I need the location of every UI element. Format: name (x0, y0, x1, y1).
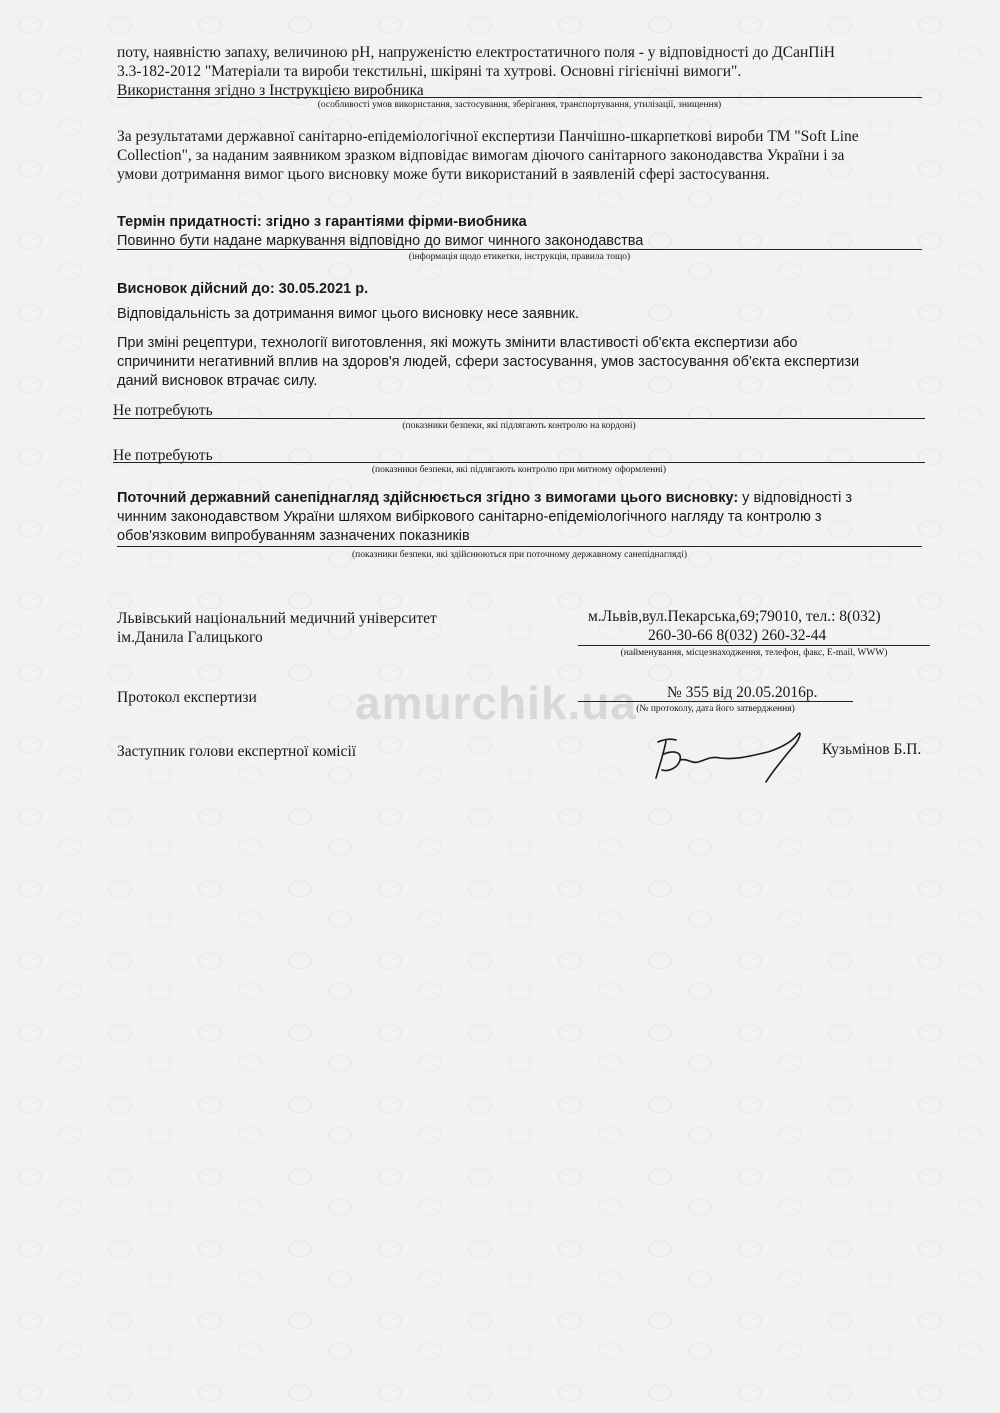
shelf-life-heading: Термін придатності: згідно з гарантіями фірми-виобника (117, 214, 527, 230)
org-address-line-2: 260-30-66 8(032) 260-32-44 (648, 627, 827, 644)
org-name-line-2: ім.Данила Галицького (117, 629, 263, 646)
labeling-caption: (інформація щодо етикетки, інструкція, правила тощо) (408, 252, 631, 262)
labeling-underline (117, 249, 922, 250)
customs-control-underline (113, 462, 925, 463)
protocol-caption: (№ протоколу, дата його затвердження) (636, 704, 795, 714)
change-line-2: спричинити негативний вплив на здоров'я людей, сфери застосування, умов застосування об'єкта експертизи (117, 354, 860, 370)
intro-line-2: 3.3-182-2012 "Матеріали та вироби текстильні, шкіряні та хутрові. Основні гігієнічні вимоги". (117, 63, 742, 80)
supervision-line-3: обов'язковим випробуванням зазначених показників (117, 528, 470, 544)
change-line-3: даний висновок втрачає силу. (117, 373, 318, 389)
signature-image (640, 728, 810, 788)
supervision-line-1 (117, 489, 852, 508)
supervision-underline (117, 546, 922, 547)
border-control-value: Не потребують (113, 402, 213, 419)
org-address-line-1: м.Львів,вул.Пекарська,69;79010, тел.: 8(032) (588, 608, 881, 625)
signatory-name: Кузьмінов Б.П. (822, 741, 922, 758)
border-control-caption: (показники безпеки, які підлягають контролю на кордоні) (402, 421, 636, 431)
supervision-line-2: чинним законодавством України шляхом вибіркового санітарно-епідеміологічного нагляду та контролю з (117, 509, 822, 525)
org-underline (578, 645, 930, 646)
result-line-1: За результатами державної санітарно-епідеміологічної експертизи Панчішно-шкарпеткові вироби ТМ "Soft Line (117, 128, 859, 145)
signatory-title: Заступник голови експертної комісії (117, 743, 357, 760)
intro-line-1: поту, наявністю запаху, величиною рН, напруженістю електростатичного поля - у відповідності до ДСанПіН (117, 44, 836, 61)
supervision-caption: (показники безпеки, які здійснюються при поточному державному санепіднагляді) (351, 550, 687, 560)
usage-underline (117, 97, 922, 98)
usage-caption: (особливості умов використання, застосування, зберігання, транспортування, утилізації, знищення) (317, 100, 722, 110)
protocol-underline (578, 701, 853, 702)
org-name-line-1: Львівський національний медичний університет (117, 610, 437, 627)
result-line-2: Collection", за наданим заявником зразком відповідає вимогам діючого санітарного законодавства України і за (117, 147, 845, 164)
responsibility-text: Відповідальність за дотримання вимог цього висновку несе заявник. (117, 306, 580, 322)
labeling-text: Повинно бути надане маркування відповідно до вимог чинного законодавства (117, 233, 644, 249)
supervision-heading: Поточний державний санепіднагляд здійснюється згідно з вимогами цього висновку: (117, 490, 739, 506)
result-line-3: умови дотримання вимог цього висновку може бути використаний в заявленій сфері застосування. (117, 166, 770, 183)
usage-text: Використання згідно з Інструкцією виробника (117, 82, 424, 99)
border-control-underline (113, 418, 925, 419)
valid-until-heading: Висновок дійсний до: 30.05.2021 р. (117, 281, 369, 297)
customs-control-value: Не потребують (113, 447, 213, 464)
change-line-1: При зміні рецептури, технології виготовлення, які можуть змінити властивості об'єкта експертизи або (117, 335, 798, 351)
protocol-label: Протокол експертизи (117, 689, 257, 706)
org-caption: (найменування, місцезнаходження, телефон, факс, E-mail, WWW) (620, 648, 888, 658)
watermark: amurchik.ua (355, 677, 637, 729)
customs-control-caption: (показники безпеки, які підлягають контролю при митному оформленні) (371, 465, 667, 475)
supervision-line-1-rest: у відповідності з (738, 490, 853, 506)
protocol-value: № 355 від 20.05.2016р. (667, 684, 818, 701)
